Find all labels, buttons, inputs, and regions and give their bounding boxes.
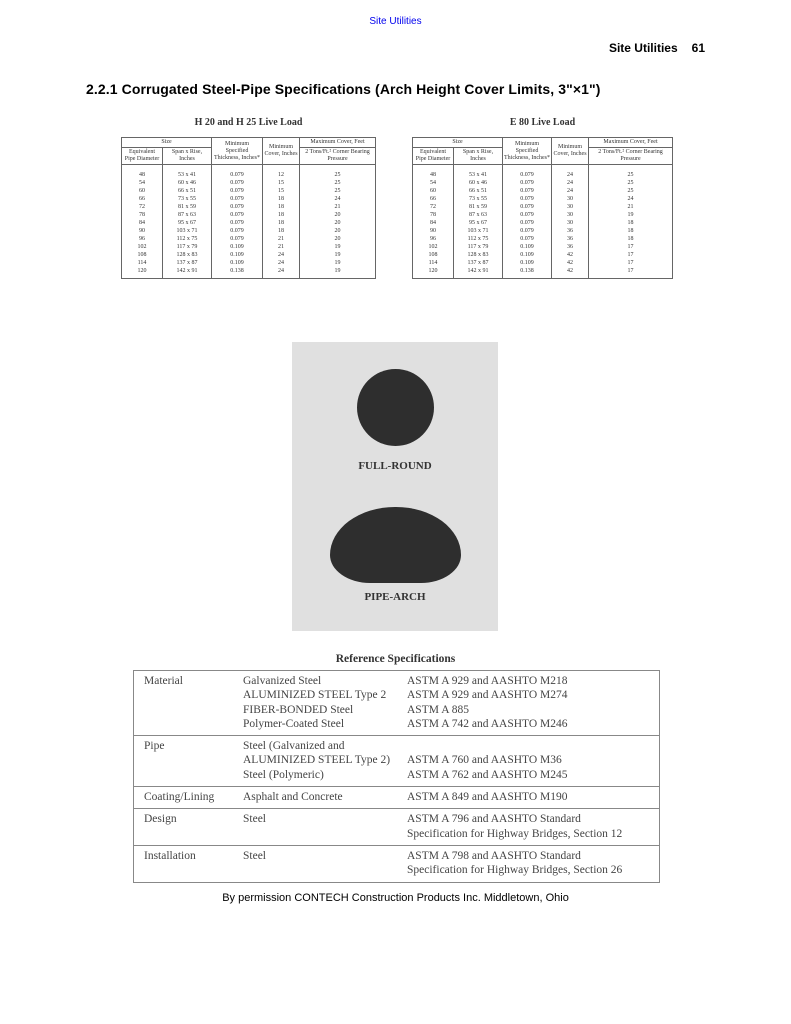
reference-materials — [243, 850, 407, 879]
table-row — [413, 219, 673, 227]
table-row — [122, 179, 376, 187]
reference-material-line: Steel — [243, 813, 266, 826]
reference-category: Design — [144, 813, 177, 826]
cell-span-rise: 103 x 71 — [163, 227, 212, 235]
running-header — [609, 41, 705, 55]
reference-standards — [407, 740, 659, 783]
cell-min-cover: 24 — [552, 179, 589, 187]
pipe-arch-label: PIPE-ARCH — [364, 591, 426, 603]
table-row — [122, 211, 376, 219]
reference-standard-line: Specification for Highway Bridges, Section 12 — [407, 827, 623, 840]
table-title: H 20 and H 25 Live Load — [194, 117, 303, 128]
cell-span-rise: 95 x 67 — [163, 219, 212, 227]
cell-equiv-diameter: 60 — [122, 187, 163, 195]
table-row — [413, 165, 673, 180]
cell-thickness: 0.079 — [212, 203, 263, 211]
cell-span-rise: 53 x 41 — [454, 165, 503, 180]
reference-material-line: FIBER-BONDED Steel — [243, 703, 354, 716]
cell-equiv-diameter: 120 — [122, 267, 163, 279]
table-row — [413, 267, 673, 279]
cell-min-cover: 18 — [263, 203, 300, 211]
cell-equiv-diameter: 96 — [413, 235, 454, 243]
reference-standard-line: ASTM A 929 and AASHTO M274 — [407, 689, 568, 702]
cell-span-rise: 103 x 71 — [454, 227, 503, 235]
cell-span-rise: 95 x 67 — [454, 219, 503, 227]
cell-min-cover: 18 — [263, 219, 300, 227]
table-row — [413, 179, 673, 187]
cell-max-cover: 24 — [300, 195, 376, 203]
table-row — [122, 195, 376, 203]
pipe-table — [412, 137, 673, 279]
cell-min-cover: 42 — [552, 267, 589, 279]
table-row — [122, 243, 376, 251]
reference-row — [134, 735, 659, 786]
full-round-label: FULL-ROUND — [358, 460, 432, 472]
pipe-table — [121, 137, 376, 279]
cell-thickness: 0.079 — [503, 219, 552, 227]
cell-min-cover: 30 — [552, 211, 589, 219]
cell-min-cover: 24 — [552, 187, 589, 195]
cell-span-rise: 53 x 41 — [163, 165, 212, 180]
cell-thickness: 0.109 — [503, 243, 552, 251]
table-row — [122, 219, 376, 227]
cell-min-cover: 30 — [552, 219, 589, 227]
cell-equiv-diameter: 114 — [413, 259, 454, 267]
cell-equiv-diameter: 108 — [122, 251, 163, 259]
cell-thickness: 0.109 — [503, 251, 552, 259]
reference-specifications-title: Reference Specifications — [335, 653, 456, 665]
cell-equiv-diameter: 96 — [122, 235, 163, 243]
reference-standards — [407, 813, 659, 842]
table-row — [122, 203, 376, 211]
reference-material-line: Asphalt and Concrete — [243, 791, 343, 804]
cell-max-cover: 19 — [300, 259, 376, 267]
cell-span-rise: 66 x 51 — [454, 187, 503, 195]
table-row — [413, 243, 673, 251]
cell-min-cover: 42 — [552, 251, 589, 259]
cell-thickness: 0.079 — [503, 165, 552, 180]
reference-standards — [407, 675, 659, 732]
cell-min-cover: 42 — [552, 259, 589, 267]
cell-min-cover: 21 — [263, 235, 300, 243]
table-row — [413, 187, 673, 195]
table-e80 — [412, 117, 673, 279]
cell-thickness: 0.109 — [212, 251, 263, 259]
cell-min-cover: 18 — [263, 195, 300, 203]
cell-min-cover: 36 — [552, 243, 589, 251]
reference-material-line: ALUMINIZED STEEL Type 2 — [243, 689, 387, 702]
reference-standards — [407, 791, 659, 805]
cell-max-cover: 20 — [300, 219, 376, 227]
cell-equiv-diameter: 54 — [413, 179, 454, 187]
cell-max-cover: 18 — [589, 219, 673, 227]
cell-equiv-diameter: 120 — [413, 267, 454, 279]
col-header-bearing-pressure: 2 Tons/Ft.² Corner Bearing Pressure — [589, 148, 673, 165]
col-header-size: Size — [413, 138, 503, 148]
cell-span-rise: 128 x 83 — [163, 251, 212, 259]
cell-max-cover: 20 — [300, 211, 376, 219]
section-title: 2.2.1 Corrugated Steel-Pipe Specifications (Arch Height Cover Limits, 3"×1") — [86, 81, 601, 97]
pipe-arch-shape — [330, 507, 461, 583]
cell-equiv-diameter: 78 — [122, 211, 163, 219]
cell-max-cover: 25 — [589, 165, 673, 180]
col-header-min-cover: Minimum Cover, Inches — [552, 138, 589, 165]
cell-thickness: 0.109 — [503, 259, 552, 267]
cell-min-cover: 18 — [263, 227, 300, 235]
cell-span-rise: 128 x 83 — [454, 251, 503, 259]
table-row — [413, 235, 673, 243]
table-row — [122, 187, 376, 195]
reference-standard-line: ASTM A 798 and AASHTO Standard — [407, 849, 581, 862]
reference-category: Material — [144, 675, 183, 687]
reference-row — [134, 845, 659, 882]
reference-materials — [243, 813, 407, 842]
cell-thickness: 0.109 — [212, 259, 263, 267]
cell-min-cover: 24 — [263, 267, 300, 279]
reference-material-line: Steel (Galvanized and — [243, 740, 345, 753]
page-number: 61 — [691, 41, 705, 55]
cell-thickness: 0.079 — [212, 227, 263, 235]
table-row — [413, 195, 673, 203]
cell-span-rise: 81 x 59 — [163, 203, 212, 211]
table-row — [122, 227, 376, 235]
cell-thickness: 0.079 — [212, 187, 263, 195]
cell-max-cover: 20 — [300, 227, 376, 235]
cell-equiv-diameter: 102 — [122, 243, 163, 251]
cell-thickness: 0.079 — [212, 211, 263, 219]
cell-min-cover: 36 — [552, 227, 589, 235]
cell-thickness: 0.079 — [212, 219, 263, 227]
cell-max-cover: 21 — [589, 203, 673, 211]
cell-equiv-diameter: 108 — [413, 251, 454, 259]
reference-category: Installation — [144, 849, 196, 862]
cell-min-cover: 24 — [552, 165, 589, 180]
cell-thickness: 0.079 — [212, 195, 263, 203]
cell-equiv-diameter: 48 — [413, 165, 454, 180]
running-title: Site Utilities — [608, 41, 678, 55]
reference-standard-line: Specification for Highway Bridges, Section 26 — [407, 864, 623, 877]
cell-max-cover: 20 — [300, 235, 376, 243]
cell-span-rise: 137 x 87 — [454, 259, 503, 267]
cell-thickness: 0.079 — [503, 195, 552, 203]
col-header-max-cover: Maximum Cover, Feet — [300, 138, 376, 148]
cell-span-rise: 137 x 87 — [163, 259, 212, 267]
reference-material-line: Galvanized Steel — [243, 675, 322, 687]
cell-max-cover: 17 — [589, 243, 673, 251]
cell-min-cover: 30 — [552, 203, 589, 211]
pipe-shapes-figure — [292, 342, 498, 631]
reference-row — [134, 786, 659, 808]
cell-equiv-diameter: 84 — [413, 219, 454, 227]
reference-specifications-table — [133, 670, 660, 883]
cell-thickness: 0.079 — [503, 203, 552, 211]
cell-equiv-diameter: 90 — [413, 227, 454, 235]
top-link-site-utilities[interactable]: Site Utilities — [369, 16, 422, 27]
cell-max-cover: 19 — [300, 243, 376, 251]
cell-thickness: 0.138 — [212, 267, 263, 279]
cell-equiv-diameter: 102 — [413, 243, 454, 251]
cell-min-cover: 15 — [263, 179, 300, 187]
cell-thickness: 0.109 — [212, 243, 263, 251]
table-row — [122, 259, 376, 267]
full-round-shape — [357, 369, 434, 446]
cell-max-cover: 18 — [589, 227, 673, 235]
col-header-equiv-diameter: Equivalent Pipe Diameter — [413, 148, 454, 165]
cell-thickness: 0.079 — [503, 227, 552, 235]
reference-material-line: ALUMINIZED STEEL Type 2) — [243, 754, 391, 767]
cell-span-rise: 117 x 79 — [454, 243, 503, 251]
table-row — [413, 251, 673, 259]
reference-row — [134, 808, 659, 845]
cell-min-cover: 24 — [263, 251, 300, 259]
cell-thickness: 0.079 — [503, 211, 552, 219]
reference-material-line: Polymer-Coated Steel — [243, 717, 345, 730]
cell-span-rise: 73 x 55 — [163, 195, 212, 203]
reference-standards — [407, 850, 659, 879]
reference-standard-line: ASTM A 885 — [407, 703, 469, 716]
cell-equiv-diameter: 84 — [122, 219, 163, 227]
cell-equiv-diameter: 78 — [413, 211, 454, 219]
cell-max-cover: 17 — [589, 267, 673, 279]
reference-category: Pipe — [144, 740, 165, 753]
reference-row — [134, 671, 659, 735]
reference-standard-line: ASTM A 762 and AASHTO M245 — [407, 768, 568, 781]
cell-max-cover: 25 — [300, 179, 376, 187]
cell-span-rise: 60 x 46 — [454, 179, 503, 187]
cell-thickness: 0.079 — [503, 179, 552, 187]
cell-max-cover: 17 — [589, 259, 673, 267]
table-h20 — [121, 117, 376, 279]
table-row — [122, 235, 376, 243]
cell-min-cover: 15 — [263, 187, 300, 195]
reference-material-line: Steel (Polymeric) — [243, 768, 324, 781]
cell-span-rise: 112 x 75 — [163, 235, 212, 243]
cell-min-cover: 18 — [263, 211, 300, 219]
col-header-span-rise: Span x Rise, Inches — [163, 148, 212, 165]
table-row — [413, 227, 673, 235]
cell-thickness: 0.079 — [503, 235, 552, 243]
reference-standard-line — [407, 740, 659, 754]
table-row — [122, 165, 376, 180]
table-row — [122, 251, 376, 259]
cell-max-cover: 19 — [300, 251, 376, 259]
table-row — [413, 259, 673, 267]
cell-span-rise: 87 x 63 — [163, 211, 212, 219]
cell-span-rise: 87 x 63 — [454, 211, 503, 219]
cell-span-rise: 112 x 75 — [454, 235, 503, 243]
cell-min-cover: 24 — [263, 259, 300, 267]
table-row — [122, 267, 376, 279]
reference-standard-line: ASTM A 796 and AASHTO Standard — [407, 813, 581, 826]
cell-min-cover: 21 — [263, 243, 300, 251]
col-header-size: Size — [122, 138, 212, 148]
table-title: E 80 Live Load — [509, 117, 576, 128]
cell-equiv-diameter: 90 — [122, 227, 163, 235]
cell-max-cover: 25 — [300, 187, 376, 195]
cell-equiv-diameter: 72 — [122, 203, 163, 211]
cell-max-cover: 25 — [589, 187, 673, 195]
col-header-bearing-pressure: 2 Tons/Ft.² Corner Bearing Pressure — [300, 148, 376, 165]
reference-category: Coating/Lining — [144, 791, 215, 804]
cell-max-cover: 21 — [300, 203, 376, 211]
cell-min-cover: 30 — [552, 195, 589, 203]
table-row — [413, 203, 673, 211]
cell-max-cover: 19 — [589, 211, 673, 219]
reference-standard-line: ASTM A 742 and AASHTO M246 — [407, 717, 568, 730]
table-row — [413, 211, 673, 219]
col-header-span-rise: Span x Rise, Inches — [454, 148, 503, 165]
cell-span-rise: 73 x 55 — [454, 195, 503, 203]
cell-equiv-diameter: 114 — [122, 259, 163, 267]
cell-equiv-diameter: 54 — [122, 179, 163, 187]
cell-thickness: 0.079 — [212, 165, 263, 180]
cell-thickness: 0.079 — [212, 179, 263, 187]
cell-thickness: 0.079 — [503, 187, 552, 195]
reference-materials — [243, 791, 407, 805]
cell-span-rise: 142 x 91 — [454, 267, 503, 279]
cell-thickness: 0.079 — [212, 235, 263, 243]
col-header-max-cover: Maximum Cover, Feet — [589, 138, 673, 148]
cell-span-rise: 81 x 59 — [454, 203, 503, 211]
cell-span-rise: 117 x 79 — [163, 243, 212, 251]
cell-max-cover: 19 — [300, 267, 376, 279]
col-header-equiv-diameter: Equivalent Pipe Diameter — [122, 148, 163, 165]
cell-equiv-diameter: 66 — [122, 195, 163, 203]
cell-max-cover: 25 — [589, 179, 673, 187]
col-header-thickness: Minimum Specified Thickness, Inches* — [212, 138, 263, 165]
cell-equiv-diameter: 48 — [122, 165, 163, 180]
reference-standard-line: ASTM A 760 and AASHTO M36 — [407, 754, 562, 767]
cell-max-cover: 25 — [300, 165, 376, 180]
col-header-thickness: Minimum Specified Thickness, Inches* — [503, 138, 552, 165]
cell-max-cover: 24 — [589, 195, 673, 203]
reference-standard-line: ASTM A 929 and AASHTO M218 — [407, 675, 568, 687]
reference-material-line: Steel — [243, 849, 266, 862]
cell-equiv-diameter: 72 — [413, 203, 454, 211]
cell-max-cover: 18 — [589, 235, 673, 243]
cell-span-rise: 142 x 91 — [163, 267, 212, 279]
credit-line: By permission CONTECH Construction Products Inc. Middletown, Ohio — [222, 892, 569, 904]
cell-min-cover: 12 — [263, 165, 300, 180]
cell-equiv-diameter: 66 — [413, 195, 454, 203]
cell-span-rise: 66 x 51 — [163, 187, 212, 195]
cell-span-rise: 60 x 46 — [163, 179, 212, 187]
reference-materials — [243, 675, 407, 732]
col-header-min-cover: Minimum Cover, Inches — [263, 138, 300, 165]
cell-equiv-diameter: 60 — [413, 187, 454, 195]
reference-standard-line: ASTM A 849 and AASHTO M190 — [407, 791, 568, 804]
cell-min-cover: 36 — [552, 235, 589, 243]
reference-materials — [243, 740, 407, 783]
cell-max-cover: 17 — [589, 251, 673, 259]
cell-thickness: 0.138 — [503, 267, 552, 279]
